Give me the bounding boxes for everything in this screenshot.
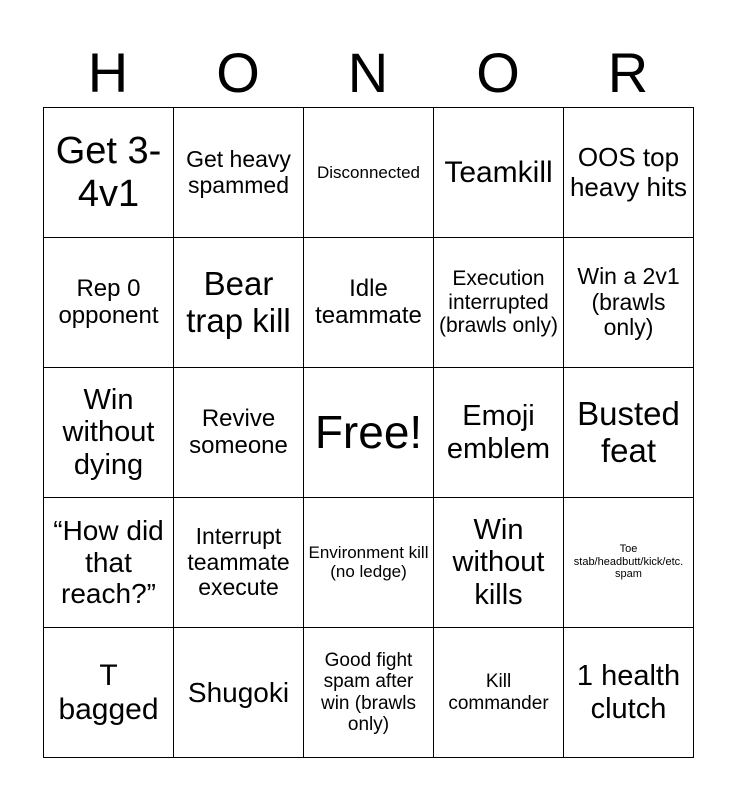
bingo-grid <box>43 107 694 758</box>
bingo-cell[interactable] <box>44 498 174 628</box>
bingo-cell-text: Kill commander <box>448 671 549 714</box>
bingo-row <box>44 238 694 368</box>
bingo-cell[interactable] <box>564 238 694 368</box>
bingo-cell[interactable] <box>44 238 174 368</box>
bingo-row <box>44 628 694 758</box>
bingo-cell-text: 1 health clutch <box>576 660 681 725</box>
bingo-cell-text: “How did that reach?” <box>53 515 164 610</box>
bingo-cell[interactable] <box>174 108 304 238</box>
bingo-cell-text: Disconnected <box>316 162 420 182</box>
bingo-cell-text: Revive someone <box>189 404 288 459</box>
bingo-cell[interactable] <box>174 498 304 628</box>
bingo-cell-text: Toe stab/headbutt/kick/etc. spam <box>573 543 684 580</box>
bingo-row <box>44 368 694 498</box>
bingo-cell[interactable] <box>434 628 564 758</box>
bingo-cell[interactable] <box>564 108 694 238</box>
bingo-cell-text: Win without dying <box>62 383 155 481</box>
bingo-cell-text: Get 3-4v1 <box>55 129 162 215</box>
bingo-cell-text: Interrupt teammate execute <box>187 522 290 601</box>
header-letter-o-2: O <box>476 41 520 104</box>
bingo-row <box>44 108 694 238</box>
bingo-cell[interactable] <box>434 108 564 238</box>
bingo-cell-text: OOS top heavy hits <box>569 142 688 202</box>
bingo-cell-text: Free! <box>314 405 423 458</box>
bingo-cell[interactable] <box>44 108 174 238</box>
header-letter-r: R <box>607 41 649 104</box>
bingo-row <box>44 498 694 628</box>
bingo-cell[interactable] <box>564 628 694 758</box>
bingo-cell-text: Good fight spam after win (brawls only) <box>320 649 417 735</box>
bingo-cell-text: Environment kill (no ledge) <box>308 543 429 582</box>
header-letter-n: N <box>347 41 389 104</box>
bingo-cell-text: T bagged <box>58 658 159 726</box>
bingo-cell-text: Rep 0 opponent <box>58 274 159 329</box>
bingo-cell-text: Bear trap kill <box>186 264 291 339</box>
bingo-cell[interactable] <box>434 368 564 498</box>
bingo-cell[interactable] <box>564 368 694 498</box>
bingo-cell[interactable] <box>304 498 434 628</box>
bingo-cell-text: Execution interrupted (brawls only) <box>438 267 559 338</box>
bingo-cell[interactable] <box>44 628 174 758</box>
bingo-cell[interactable] <box>434 498 564 628</box>
bingo-cell[interactable] <box>304 108 434 238</box>
bingo-cell[interactable] <box>44 368 174 498</box>
header-letter-o: O <box>216 41 260 104</box>
bingo-header <box>43 40 693 106</box>
bingo-cell-text: Win without kills <box>452 513 545 611</box>
bingo-cell-text: Busted feat <box>577 394 680 469</box>
bingo-cell[interactable] <box>304 628 434 758</box>
bingo-cell[interactable] <box>174 628 304 758</box>
bingo-cell-text: Idle teammate <box>315 274 422 329</box>
bingo-cell-text: Shugoki <box>187 676 290 708</box>
bingo-cell[interactable] <box>304 368 434 498</box>
bingo-cell-text: Teamkill <box>444 155 553 189</box>
bingo-cell[interactable] <box>434 238 564 368</box>
header-letter-h: H <box>87 41 129 104</box>
bingo-cell[interactable] <box>564 498 694 628</box>
bingo-cell-text: Win a 2v1 (brawls only) <box>577 262 680 341</box>
bingo-cell-text: Emoji emblem <box>446 400 551 465</box>
bingo-cell-text: Get heavy spammed <box>186 145 291 198</box>
bingo-cell[interactable] <box>304 238 434 368</box>
bingo-cell[interactable] <box>174 238 304 368</box>
bingo-cell[interactable] <box>174 368 304 498</box>
